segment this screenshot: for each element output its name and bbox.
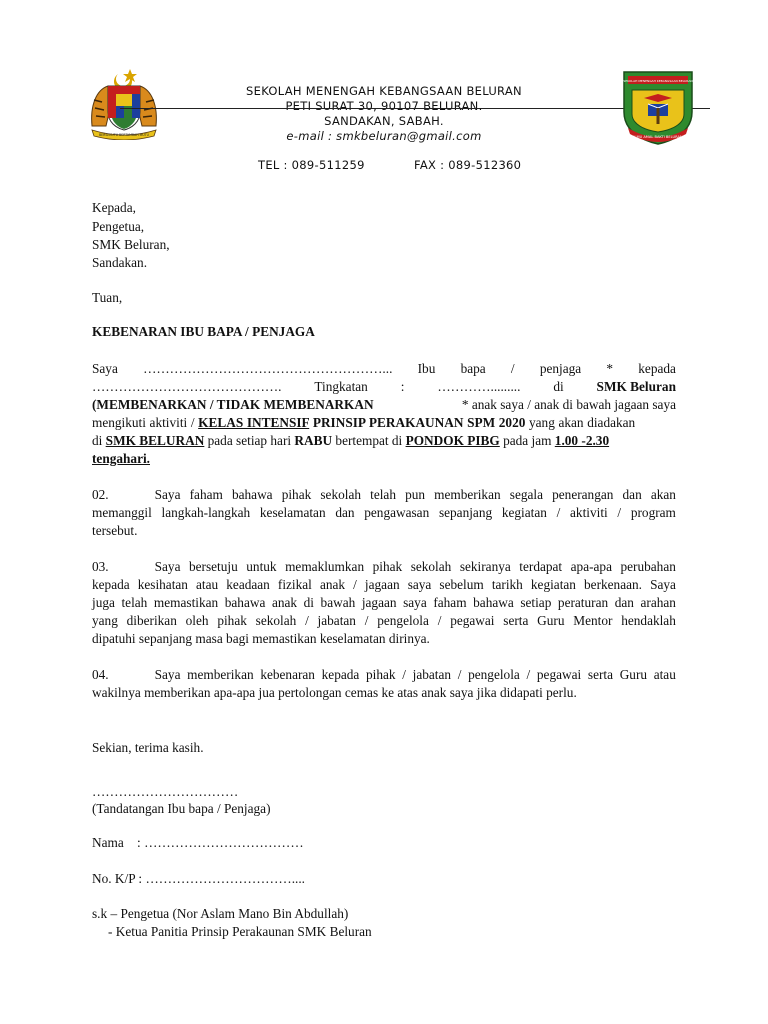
ic-number-field: No. K/P : …………………………….... [92, 871, 306, 886]
consent-option: (MEMBENARKAN / TIDAK MEMBENARKAN [92, 397, 374, 412]
venue-school: SMK BELURAN [105, 433, 205, 448]
p4-line2: wakilnya memberikan apa-apa jua pertolongan cemas ke atas anak saya jika didapati perlu. [92, 685, 577, 700]
recipient-line3: SMK Beluran, [92, 237, 170, 252]
p3-line4: yang diberikan oleh pihak sekolah / jabatan / pengelola / pegawai serta Guru Mentor hendaklah [92, 613, 676, 628]
consent-line4: mengikuti aktiviti / KELAS INTENSIF PRINSIP PERAKAUNAN SPM 2020 yang akan diadakan [92, 415, 636, 430]
student-name-blank: ……………………………………. [92, 379, 282, 394]
school-logo-icon [618, 68, 698, 146]
word: di [553, 379, 564, 394]
p3-line5: dipatuhi sepanjang masa bagi memastikan keselamatan dirinya. [92, 631, 430, 646]
p2-line1: 02. Saya faham bahawa pihak sekolah telah pun memberikan segala penerangan dan akan [92, 487, 676, 502]
school-tel: TEL : 089-511259 [258, 158, 365, 172]
letter-title: KEBENARAN IBU BAPA / PENJAGA [92, 324, 315, 339]
school-address-line1: PETI SURAT 30, 90107 BELURAN. [285, 99, 483, 113]
school-address-line2: SANDAKAN, SABAH. [324, 114, 444, 128]
p3-line3: juga telah memastikan bahawa anak di bawah jagaan saya faham bahawa setiap peraturan dan arahan [92, 595, 676, 610]
p2-line2: memanggil langkah-langkah keselamatan dan pengawasan sepanjang kegiatan / aktiviti / program [92, 505, 676, 520]
p4-line1: 04. Saya memberikan kebenaran kepada pihak / jabatan / pengelola / pegawai serta Guru atau [92, 667, 676, 682]
para-number: 04. Saya [92, 667, 181, 682]
consent-line2 [92, 377, 676, 396]
cc-line1: s.k – Pengetua (Nor Aslam Mano Bin Abdullah) [92, 906, 349, 921]
time-suffix: tengahari. [92, 451, 150, 466]
venue-pondok: PONDOK PIBG [405, 433, 500, 448]
consent-line3 [92, 395, 676, 414]
name-field: Nama : ……………………………… [92, 835, 304, 850]
school-email: e-mail : smkbeluran@gmail.com [286, 129, 482, 143]
cc-line2: - Ketua Panitia Prinsip Perakaunan SMK Beluran [108, 924, 372, 939]
signature-line: …………………………… [92, 784, 239, 799]
day: RABU [294, 433, 333, 448]
svg-text:BERSEKUTU BERTAMBAH MUTU: BERSEKUTU BERTAMBAH MUTU [98, 133, 150, 137]
para-number: 03. Saya [92, 559, 181, 574]
word: * [606, 361, 614, 376]
school-name-inline: SMK Beluran [596, 379, 676, 394]
subject-name: PRINSIP PERAKAUNAN SPM 2020 [309, 415, 526, 430]
word: penjaga [539, 361, 582, 376]
word: bapa [460, 361, 486, 376]
para-number: 02. Saya [92, 487, 181, 502]
svg-text:SEKOLAH MENENGAH KEBANGSAAN BE: SEKOLAH MENENGAH KEBANGSAAN BELURAN [623, 79, 693, 83]
signature-caption: (Tandatangan Ibu bapa / Penjaga) [92, 801, 271, 816]
p3-line2: kepada kesihatan atau keadaan fizikal anak / jagaan saya sebelum tarikh kegiatan berkenaan. Saya [92, 577, 676, 592]
word: Tingkatan [314, 379, 368, 394]
name-blank: ………………………………………………... [143, 361, 393, 376]
consent-text: * anak saya / anak di bawah jagaan saya [461, 397, 676, 412]
recipient-line2: Pengetua, [92, 219, 145, 234]
svg-text:ILMU AMAL BAKTI BELURAN: ILMU AMAL BAKTI BELURAN [633, 135, 683, 139]
word: kepada [638, 361, 676, 376]
word: Ibu [417, 361, 436, 376]
p3-line1: 03. Saya bersetuju untuk memaklumkan pihak sekolah sekiranya terdapat apa-apa perubahan [92, 559, 676, 574]
class-name: KELAS INTENSIF [198, 415, 310, 430]
school-name: SEKOLAH MENENGAH KEBANGSAAN BELURAN [246, 84, 522, 98]
word: / [510, 361, 515, 376]
consent-line1 [92, 359, 676, 378]
p2-line3: tersebut. [92, 523, 138, 538]
school-fax: FAX : 089-512360 [414, 158, 522, 172]
word: : [400, 379, 405, 394]
time: 1.00 -2.30 [554, 433, 610, 448]
salutation: Tuan, [92, 290, 123, 305]
consent-line5: di SMK BELURAN pada setiap hari RABU bertempat di PONDOK PIBG pada jam 1.00 -2.30 [92, 433, 610, 448]
closing: Sekian, terima kasih. [92, 740, 204, 755]
form-blank: …………......... [437, 379, 521, 394]
recipient-line1: Kepada, [92, 200, 136, 215]
recipient-line4: Sandakan. [92, 255, 148, 270]
word: Saya [92, 361, 118, 376]
